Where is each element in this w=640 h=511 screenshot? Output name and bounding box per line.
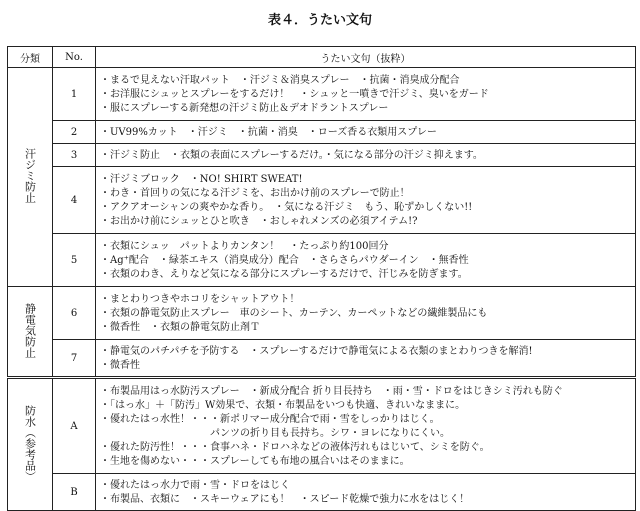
header-no: No.: [53, 47, 96, 68]
table-row: [8, 167, 636, 234]
table-row: [8, 234, 636, 287]
row-number: 2: [53, 121, 96, 144]
row-number: 4: [53, 167, 96, 234]
phrase-cell: [96, 340, 636, 378]
phrase-line: ・優れた防汚性！・・・食事ハネ・ドロハネなどの液体汚れもはじいて、シミを防ぐ。: [100, 441, 490, 453]
row-number: 1: [53, 68, 96, 121]
phrase-cell: [96, 68, 636, 121]
phrase-line: ・衣類にシュッ パットよりカンタン！ ・たっぷり約100回分: [100, 240, 389, 252]
phrase-line: ・微香性: [100, 359, 140, 371]
phrase-line: パンツの折り目も長持ち。シワ・ヨレになりにくい。: [100, 427, 450, 439]
phrase-cell: [96, 167, 636, 234]
phrase-line: ・優れたはっ水性！・・・新ポリマー成分配合で雨・雪をしっかりはじく。: [100, 413, 440, 425]
phrase-line: ・布製品用はっ水防汚スプレー ・新成分配合 折り目長持ち ・雨・雪・ドロをはじきシミ汚れも防ぐ: [100, 385, 563, 397]
table-row: [8, 287, 636, 340]
row-number: 3: [53, 144, 96, 167]
phrase-line: ・服にスプレーする新発想の汗ジミ防止＆デオドラントスプレー: [100, 102, 389, 114]
phrase-line: ・アクアオーシャンの爽やかな香り。 ・気になる汗ジミ もう、恥ずかしくない!!: [100, 201, 473, 213]
header-category: 分類: [8, 47, 53, 68]
table-row: [8, 68, 636, 121]
table-row: [8, 340, 636, 378]
phrase-line: ・布製品、衣類に ・スキーウェアにも！ ・スピード乾燥で強力に水をはじく！: [100, 493, 470, 505]
row-number: 7: [53, 340, 96, 378]
header-phrases: うたい文句（抜粋）: [96, 47, 636, 68]
phrase-line: ・お洋服にシュッとスプレーをするだけ！ ・シュッと一噴きで汗ジミ、臭いをガード: [100, 88, 489, 100]
phrase-line: ・優れたはっ水力で雨・雪・ドロをはじく: [100, 479, 290, 491]
row-number: 5: [53, 234, 96, 287]
table-row: [8, 378, 636, 474]
phrase-line: ・お出かけ前にシュッとひと吹き ・おしゃれメンズの必須アイテム!?: [100, 215, 418, 227]
phrase-line: ・Ag⁺配合 ・緑茶エキス（消臭成分）配合 ・さらさらパウダーイン ・無香性: [100, 254, 469, 266]
category-cell-waterproof: 防水（参考品）: [8, 378, 53, 511]
phrase-line: ・UV99%カット ・汗ジミ ・抗菌・消臭 ・ローズ香る衣類用スプレー: [100, 126, 437, 138]
phrases-table: [7, 46, 636, 511]
phrase-line: ・衣類の静電気防止スプレー 車のシート、カーテン、カーペットなどの繊維製品にも: [100, 307, 488, 319]
category-cell-sweat: 汗ジミ防止: [8, 68, 53, 287]
phrase-line: ・生地を傷めない・・・スプレーしても布地の風合いはそのままに。: [100, 455, 410, 467]
row-number: B: [53, 474, 96, 511]
phrase-cell: [96, 234, 636, 287]
table-row: [8, 144, 636, 167]
table-row: [8, 474, 636, 511]
row-number: 6: [53, 287, 96, 340]
phrase-line: ・微香性 ・衣類の静電気防止剤Ｔ: [100, 321, 260, 333]
phrase-line: ・まとわりつきやホコリをシャットアウト！: [100, 293, 300, 305]
row-number: A: [53, 378, 96, 474]
category-cell-static: 静電気防止: [8, 287, 53, 378]
phrase-line: ・衣類のわき、えりなど気になる部分にスプレーするだけで、汗じみを防ぎます。: [100, 268, 468, 280]
table-title: 表４．うたい文句: [267, 13, 372, 28]
phrase-cell: [96, 474, 636, 511]
phrase-cell: [96, 144, 636, 167]
phrase-line: ・「はっ水」＋「防汚」W効果で、衣類・布製品をいつも快適、きれいなままに。: [100, 399, 466, 411]
phrase-line: ・静電気のパチパチを予防する ・スプレーするだけで静電気による衣類のまとわりつきを解消!: [100, 345, 533, 357]
table-header-row: [8, 47, 636, 68]
phrase-line: ・まるで見えない汗取パット ・汗ジミ＆消臭スプレー ・抗菌・消臭成分配合: [100, 74, 460, 86]
phrase-line: ・汗ジミ防止 ・衣類の表面にスプレーするだけ。・気になる部分の汗ジミ抑えます。: [100, 149, 483, 161]
phrase-cell: [96, 287, 636, 340]
phrase-cell: [96, 378, 636, 474]
phrase-line: ・汗ジミブロック ・NO! SHIRT SWEAT!: [100, 173, 303, 185]
phrase-cell: [96, 121, 636, 144]
table-row: [8, 121, 636, 144]
phrase-line: ・わき・首回りの気になる汗ジミを、お出かけ前のスプレーで防止！: [100, 187, 410, 199]
